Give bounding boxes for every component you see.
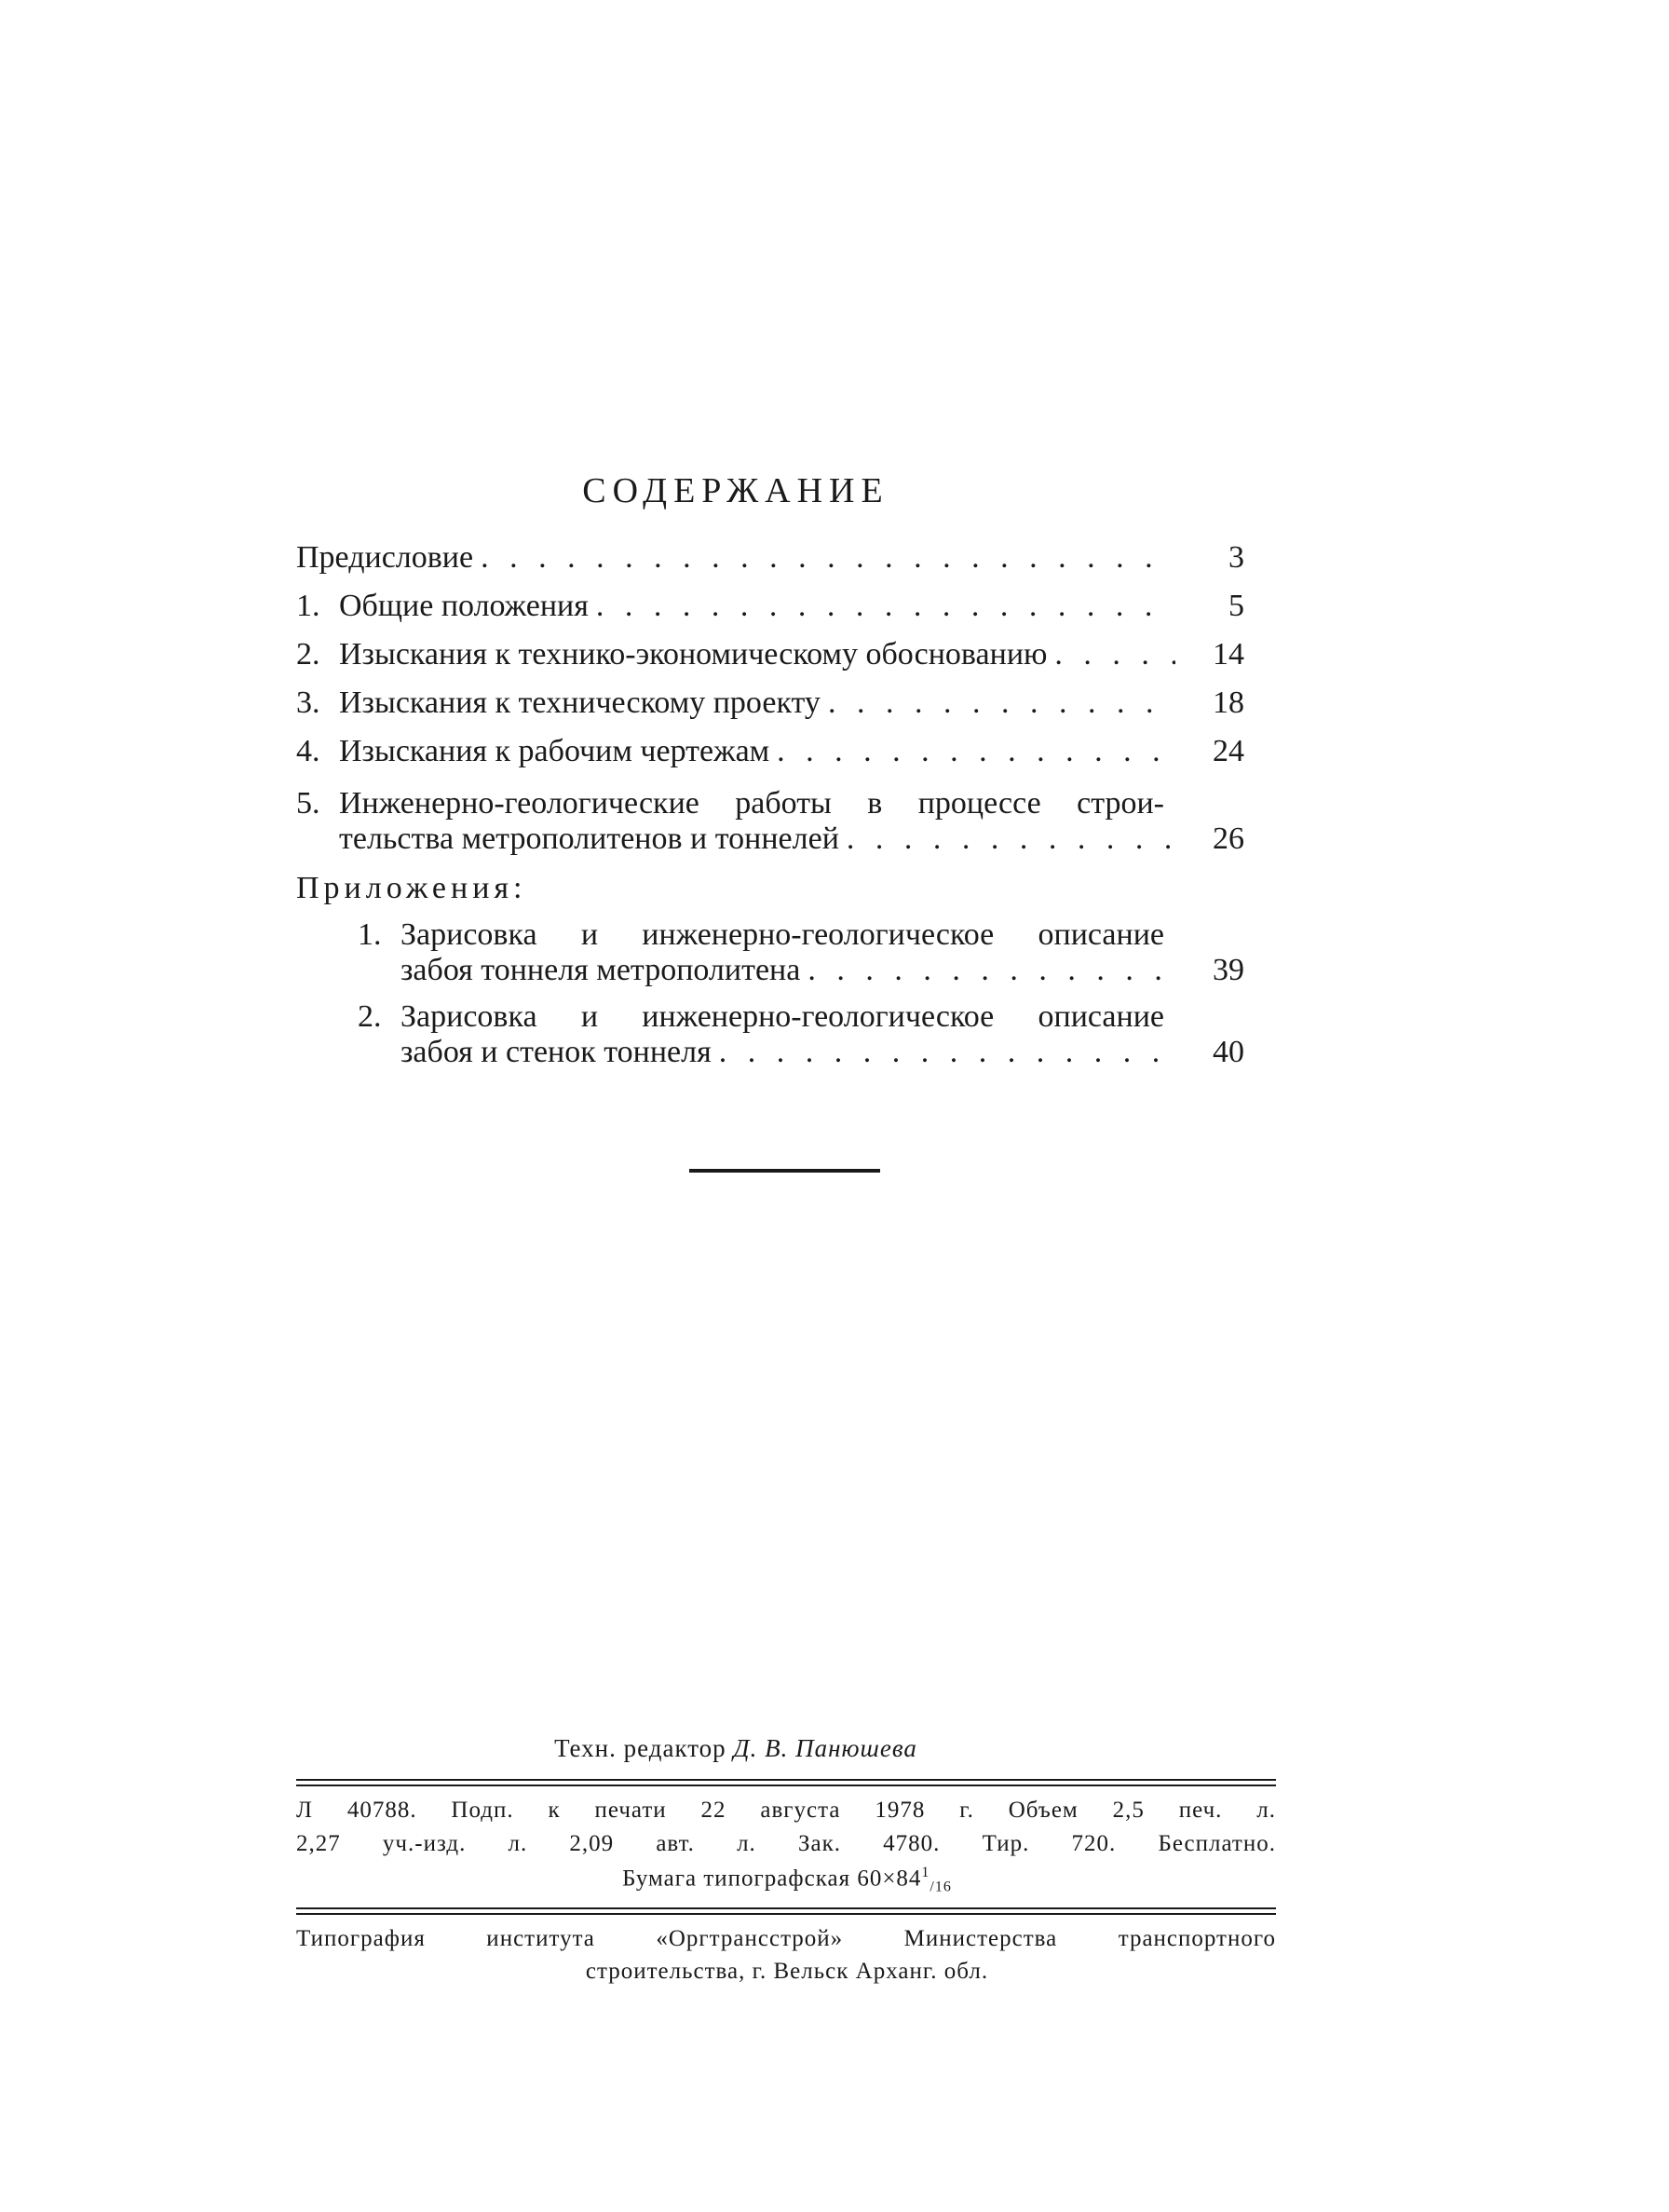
paper-format: Бумага типографская 60×84 — [622, 1866, 922, 1892]
editor-label: Техн. редактор — [554, 1734, 726, 1762]
toc-entry-1[interactable] — [296, 589, 1244, 624]
toc-page-number: 39 — [1213, 953, 1244, 987]
toc-entry-text-line2: тельства метрополитенов и тоннелей — [339, 821, 839, 856]
toc-entry-text: Предисловие — [296, 540, 474, 575]
toc-leader-dots — [1054, 637, 1175, 672]
toc-title: СОДЕРЖАНИЕ — [582, 471, 889, 510]
toc-entry-text: Изыскания к технико-экономическому обоснованию — [339, 637, 1048, 672]
toc-entry-number: 2. — [296, 637, 320, 672]
toc-page-number: 26 — [1213, 821, 1244, 856]
toc-entry-text-line2: забоя и стенок тоннеля — [400, 1035, 712, 1069]
toc-entry-number: 1. — [296, 589, 320, 623]
toc-leader-dots — [828, 685, 1175, 721]
toc-entry-text-line1: Зарисовка и инженерно-геологическое описание — [400, 999, 1164, 1034]
toc-entry-number: 5. — [296, 786, 320, 821]
imprint-rule-top — [296, 1779, 1276, 1781]
toc-page-number: 5 — [1228, 589, 1244, 623]
toc-leader-dots — [807, 953, 1175, 988]
toc-entry-text: Изыскания к техническому проекту — [339, 685, 821, 720]
toc-page-number: 24 — [1213, 734, 1244, 768]
paper-format-sup: 1 — [921, 1865, 930, 1880]
imprint-rule-bottom — [296, 1907, 1276, 1909]
imprint-line-1: Л 40788. Подп. к печати 22 августа 1978 г. Объем 2,5 печ. л. — [296, 1798, 1276, 1823]
toc-page-number: 40 — [1213, 1035, 1244, 1069]
toc-entry-text-line1: Зарисовка и инженерно-геологическое описание — [400, 917, 1164, 952]
imprint-line-3 — [0, 1865, 1574, 1895]
toc-leader-dots — [481, 540, 1175, 576]
toc-entry-3[interactable] — [296, 685, 1244, 721]
imprint-line-2: 2,27 уч.-изд. л. 2,09 авт. л. Зак. 4780. Тир. 720. Бесплатно. — [296, 1831, 1276, 1856]
toc-page-number: 3 — [1228, 540, 1244, 575]
paper-format-sub: /16 — [929, 1879, 952, 1895]
toc-entry-number: 3. — [296, 685, 320, 720]
toc-entry-text-line1: Инженерно-геологические работы в процессе строи- — [339, 786, 1164, 821]
toc-entry-text: Общие положения — [339, 589, 589, 623]
toc-leader-dots — [847, 821, 1175, 857]
toc-appendix-2[interactable] — [358, 999, 1244, 1070]
toc-entry-5[interactable] — [296, 786, 1244, 857]
toc-entry-4[interactable] — [296, 734, 1244, 769]
printer-line-2: строительства, г. Вельск Арханг. обл. — [585, 1959, 989, 1984]
toc-page-number: 14 — [1213, 637, 1244, 672]
appendix-heading: Приложения: — [296, 871, 527, 905]
toc-entry-text: Изыскания к рабочим чертежам — [339, 734, 770, 768]
toc-page-number: 18 — [1213, 685, 1244, 720]
printer-line-1: Типография института «Оргтрансстрой» Министерства транспортного — [296, 1926, 1276, 1951]
toc-appendix-1[interactable] — [358, 917, 1244, 988]
toc-entry-number: 4. — [296, 734, 320, 768]
toc-leader-dots — [777, 734, 1175, 769]
section-divider — [689, 1169, 880, 1173]
toc-entry-preface[interactable] — [296, 540, 1244, 576]
toc-entry-number: 2. — [358, 999, 382, 1034]
tech-editor-line — [0, 1734, 1472, 1763]
editor-name: Д. В. Панюшева — [733, 1734, 917, 1762]
toc-entry-text-line2: забоя тоннеля метрополитена — [400, 953, 801, 987]
toc-leader-dots — [719, 1035, 1175, 1070]
toc-entry-2[interactable] — [296, 637, 1244, 672]
toc-entry-number: 1. — [358, 917, 382, 952]
toc-leader-dots — [596, 589, 1175, 624]
